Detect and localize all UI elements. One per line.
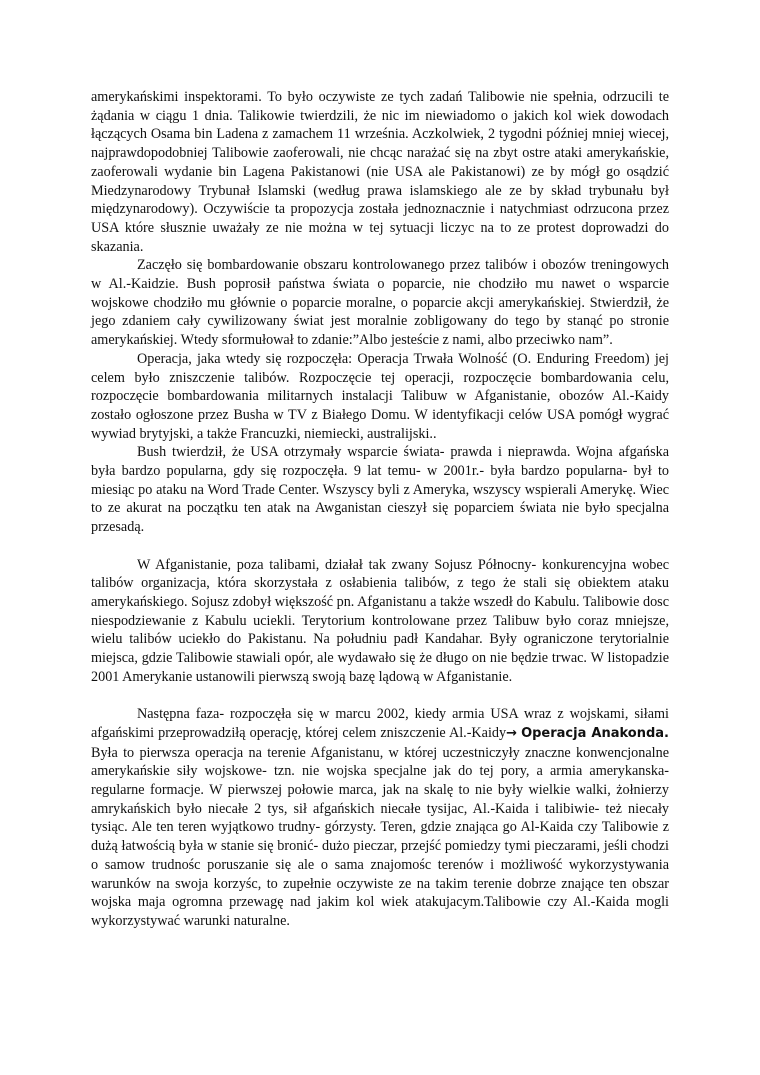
paragraph-3: Operacja, jaka wtedy się rozpoczęła: Operacja Trwała Wolność (O. Enduring Freedom) jej celem było zniszczenie talibów. Rozpoczęcie tej operacji, rozpoczęcie bombardowania celu, rozpoczęcie bombardowania militarnych instalacji Talibuw w Afganistanie, obozów Al.-Kaidy zostało ogłoszone przez Busha w TV z Białego Domu. W identyfikacji celów USA pomógł wygrać wywiad brytyjski, a także Francuzki, niemiecki, australijski.. [91,350,669,442]
document-page [91,88,669,931]
paragraph-5: W Afganistanie, poza talibami, działał tak zwany Sojusz Północny- konkurencyjna wobec talibów organizacja, która skorzystała z osłabienia talibów, z tego że stali się obiektem ataku amerykańskiego. Sojusz zdobył większość pn. Afganistanu a także wszedł do Kabulu. Talibowie dosc niespodziewanie z Kabulu uciekli. Terytorium kontrolowane przez Talibuw było coraz mniejsze, wielu talibów uciekło do Pakistanu. Na południu padł Kandahar. Były ograniczone terytorialnie miejsca, gdzie Talibowie stawiali opór, ale wydawało się że długo on nie będzie trwac. W listopadzie 2001 Amerykanie ustanowili pierwszą swoją bazę lądową w Afganistanie. [91,556,669,685]
paragraph-6-lead: Następna faza- rozpoczęła się w marcu 2002, kiedy armia USA wraz z wojskami, siłami afgańskimi przeprowadziłą operację, której celem zniszczenie Al.-Kaidy [91,706,669,741]
operation-name-bold: Operacja Anakonda. [521,725,669,741]
paragraph-2: Zaczęło się bombardowanie obszaru kontrolowanego przez talibów i obozów treningowych w Al.-Kaidzie. Bush poprosił państwa świata o poparcie, nie chodziło mu nawet o wsparcie wojskowe chodziło mu głównie o poparcie moralne, o poparcie akcji amerykańskiej. Stwierdził, że jego zdaniem cały cywilizowany świat jest moralnie zobligowany do tego by stanąć po stronie amerykańskiej. Wtedy sformułował to zdanie:”Albo jesteście z nami, albo przeciwko nam”. [91,257,669,349]
paragraph-gap [91,537,669,556]
right-arrow-icon: → [506,725,518,741]
paragraph-1: amerykańskimi inspektorami. To było oczywiste ze tych zadań Talibowie nie spełnia, odrzucili te żądania w ciągu 1 dnia. Talikowie twierdzili, że nic im niewiadomo o jakich kol wiek dowodach łączących Osama bin Ladena z zamachem 11 września. Aczkolwiek, 2 tygodni później mniej wiecej, najprawdopodobniej Talibowie zaoferowali, nie chcąc narażać się na zbyt ostre ataki amerykańskie, zaoferowali wydanie bin Lagena Pakistanowi (nie USA ale Pakistanowi) ze by mógł go osądzić Miedzynarodowy Trybunał Islamski (według prawa islamskiego ale ze by skład trybunału był międzynarodowy). Oczywiście ta propozycja została jednoznacznie i natychmiast odrzucona przez USA które słusznie uważały ze nie można w tej sytuacji liczyc na to ze protest doprowadzi do skazania. [91,89,669,255]
paragraph-6 [91,705,669,930]
paragraph-gap [91,686,669,705]
paragraph-4: Bush twierdził, że USA otrzymały wsparcie świata- prawda i nieprawda. Wojna afgańska była bardzo popularna, gdy się rozpoczęła. 9 lat temu- w 2001r.- była bardzo popularna- był to miesiąc po ataku na Word Trade Center. Wszyscy byli z Ameryka, wszyscy wspierali Amerykę. Wiec to ze akurat na początku ten atak na Awganistan cieszył się poparciem świata nie było specjalna przesadą. [91,444,669,536]
paragraph-6-body: Była to pierwsza operacja na terenie Afganistanu, w której uczestniczyły znaczne konwencjonalne amerykańskie siły wojskowe- tzn. nie wojska specjalne jak do tej pory, a armia amerykanska- regularne formacje. W pierwszej połowie marca, jak na skalę to nie były wielkie walki, żołnierzy amrykańskich było niecałe 2 tys, sił afgańskich niecałe tysijac, Al.-Kaida i talibiwie- też niecały tysiąc. Ale ten teren wyjątkowo trudny- górzysty. Teren, gdzie znająca go Al-Kaida czy Talibowie z dużą łatwością była w stanie się bronić- dużo pieczar, przejść pomiedzy tymi pieczarami, jeśli chodzi o samow trudnośc poruszanie się ale o sama znajomośc terenów i możliwość wykorzystywania warunków na swoja korzyśc, to zupełnie oczywiste ze na takim terenie dobrze znające ten obszar wojska maja ogromna przewagę nad jakim kol wiek atakujacym.Talibowie czy Al.-Kaida mogli wykorzystywać warunki naturalne. [91,744,669,929]
